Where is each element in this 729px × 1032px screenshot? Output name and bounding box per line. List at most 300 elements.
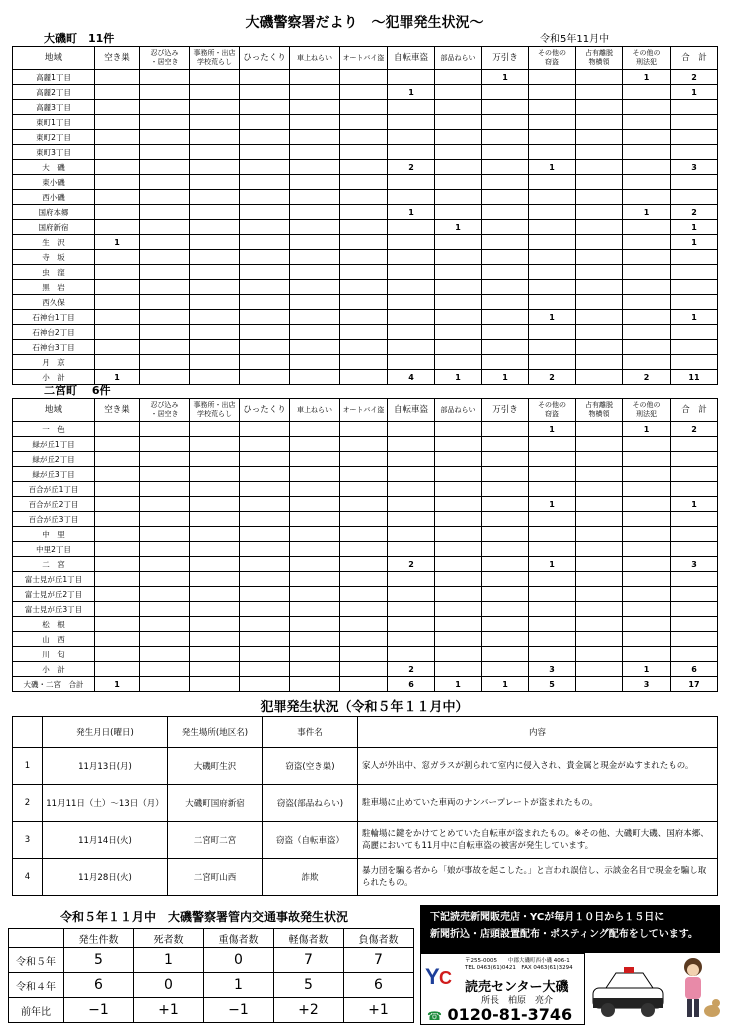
count-cell <box>95 175 140 190</box>
traffic-value: 6 <box>64 973 134 998</box>
count-cell <box>435 100 482 115</box>
count-cell <box>671 527 718 542</box>
row-label: 令和５年 <box>9 948 64 973</box>
table-row <box>13 437 718 452</box>
count-cell: 1 <box>435 677 482 692</box>
count-cell <box>576 145 623 160</box>
area-name: 国府本郷 <box>13 205 95 220</box>
count-cell <box>529 572 576 587</box>
count-cell <box>340 527 388 542</box>
count-cell <box>340 587 388 602</box>
table-row <box>13 235 718 250</box>
count-cell <box>671 295 718 310</box>
traffic-value: +2 <box>274 998 344 1023</box>
count-cell <box>576 557 623 572</box>
column-header: 負傷者数 <box>344 929 414 948</box>
count-cell <box>140 617 190 632</box>
count-cell <box>623 115 671 130</box>
count-cell <box>95 115 140 130</box>
count-cell <box>95 355 140 370</box>
area-name: 緑が丘3丁目 <box>13 467 95 482</box>
count-cell <box>576 310 623 325</box>
count-cell <box>576 617 623 632</box>
shop-address <box>465 958 573 972</box>
count-cell <box>290 340 340 355</box>
count-cell <box>482 437 529 452</box>
count-cell <box>140 295 190 310</box>
count-cell <box>671 632 718 647</box>
count-cell <box>190 437 240 452</box>
count-cell <box>529 250 576 265</box>
count-cell <box>140 325 190 340</box>
count-cell: 1 <box>671 310 718 325</box>
count-cell <box>576 437 623 452</box>
count-cell <box>388 527 435 542</box>
count-cell <box>576 265 623 280</box>
area-name: 東町1丁目 <box>13 115 95 130</box>
count-cell <box>623 100 671 115</box>
count-cell: 2 <box>529 370 576 385</box>
case-row <box>13 822 718 859</box>
count-cell <box>623 325 671 340</box>
count-cell <box>623 527 671 542</box>
count-cell <box>95 100 140 115</box>
count-cell <box>529 115 576 130</box>
count-cell <box>95 662 140 677</box>
count-cell <box>623 220 671 235</box>
area-name: 黒 岩 <box>13 280 95 295</box>
column-header: 万引き <box>482 399 529 422</box>
column-header: その他の 窃盗 <box>529 399 576 422</box>
count-cell <box>240 482 290 497</box>
count-cell <box>576 452 623 467</box>
area-name: 富士見が丘2丁目 <box>13 587 95 602</box>
traffic-value: 5 <box>64 948 134 973</box>
column-header: 事務所・出店 学校荒らし <box>190 399 240 422</box>
count-cell <box>140 115 190 130</box>
count-cell <box>576 587 623 602</box>
count-cell <box>340 250 388 265</box>
count-cell <box>388 572 435 587</box>
area-name: 百合が丘2丁目 <box>13 497 95 512</box>
count-cell <box>190 542 240 557</box>
count-cell <box>290 587 340 602</box>
count-cell: 6 <box>388 677 435 692</box>
count-cell <box>482 175 529 190</box>
cases-title: 犯罪発生状況（令和５年１１月中） <box>260 700 469 715</box>
area-name: 石神台1丁目 <box>13 310 95 325</box>
case-type: 窃盗（自転車盗） <box>263 822 358 859</box>
case-number: 4 <box>13 859 43 896</box>
traffic-value: 5 <box>274 973 344 998</box>
area-name: 高麗1丁目 <box>13 70 95 85</box>
count-cell <box>623 437 671 452</box>
count-cell <box>671 437 718 452</box>
case-date: 11月11日（土）～13日（月） <box>43 785 168 822</box>
count-cell <box>95 190 140 205</box>
traffic-value: 0 <box>204 948 274 973</box>
svg-text:Y: Y <box>425 964 440 989</box>
column-header: 事務所・出店 学校荒らし <box>190 47 240 70</box>
count-cell <box>240 100 290 115</box>
area-name: 松 根 <box>13 617 95 632</box>
count-cell: 6 <box>671 662 718 677</box>
count-cell <box>482 542 529 557</box>
count-cell <box>671 542 718 557</box>
count-cell: 1 <box>482 70 529 85</box>
count-cell <box>529 355 576 370</box>
count-cell <box>623 160 671 175</box>
table-row <box>13 265 718 280</box>
table-row <box>13 527 718 542</box>
count-cell <box>95 512 140 527</box>
area-name: 中 里 <box>13 527 95 542</box>
traffic-value: +1 <box>344 998 414 1023</box>
column-header: 空き巣 <box>95 399 140 422</box>
count-cell <box>623 280 671 295</box>
manager-name: 所長 柏原 亮介 <box>481 996 554 1006</box>
area-name: 一 色 <box>13 422 95 437</box>
count-cell <box>482 205 529 220</box>
count-cell <box>240 355 290 370</box>
table-row <box>13 557 718 572</box>
count-cell: 2 <box>388 160 435 175</box>
count-cell <box>435 250 482 265</box>
count-cell <box>240 220 290 235</box>
count-cell <box>140 497 190 512</box>
column-header: 軽傷者数 <box>274 929 344 948</box>
count-cell <box>388 587 435 602</box>
count-cell <box>240 250 290 265</box>
count-cell <box>482 160 529 175</box>
count-cell <box>388 130 435 145</box>
count-cell: 3 <box>623 677 671 692</box>
count-cell <box>576 542 623 557</box>
count-cell <box>529 632 576 647</box>
count-cell <box>435 437 482 452</box>
row-label: 前年比 <box>9 998 64 1023</box>
count-cell <box>576 100 623 115</box>
count-cell <box>140 280 190 295</box>
table-row <box>13 310 718 325</box>
count-cell <box>140 452 190 467</box>
count-cell <box>240 205 290 220</box>
count-cell <box>671 190 718 205</box>
count-cell <box>290 632 340 647</box>
count-cell <box>240 295 290 310</box>
oiso-section-label: 大磯町 11件 <box>44 32 115 45</box>
count-cell: 3 <box>671 160 718 175</box>
count-cell <box>95 85 140 100</box>
count-cell <box>529 190 576 205</box>
count-cell <box>623 482 671 497</box>
count-cell <box>388 145 435 160</box>
count-cell <box>290 115 340 130</box>
traffic-value: 7 <box>274 948 344 973</box>
count-cell <box>576 160 623 175</box>
count-cell <box>190 235 240 250</box>
count-cell <box>388 647 435 662</box>
phone-number: 0120-81-3746 <box>447 1005 573 1024</box>
area-name: 東町3丁目 <box>13 145 95 160</box>
count-cell <box>240 587 290 602</box>
count-cell <box>290 265 340 280</box>
count-cell <box>190 452 240 467</box>
count-cell <box>340 422 388 437</box>
count-cell <box>190 467 240 482</box>
column-header: 発生件数 <box>64 929 134 948</box>
case-number: 3 <box>13 822 43 859</box>
count-cell <box>240 70 290 85</box>
count-cell <box>190 115 240 130</box>
column-header: ひったくり <box>240 47 290 70</box>
area-name: 大 磯 <box>13 160 95 175</box>
count-cell: 5 <box>529 677 576 692</box>
count-cell: 1 <box>435 370 482 385</box>
count-cell <box>576 235 623 250</box>
count-cell <box>482 190 529 205</box>
count-cell <box>140 145 190 160</box>
count-cell <box>482 527 529 542</box>
count-cell <box>576 497 623 512</box>
count-cell <box>482 265 529 280</box>
traffic-row <box>9 998 414 1023</box>
table-row <box>13 370 718 385</box>
count-cell <box>482 355 529 370</box>
ninomiya-crime-table <box>12 398 718 692</box>
count-cell <box>529 482 576 497</box>
column-header: 重傷者数 <box>204 929 274 948</box>
count-cell <box>95 437 140 452</box>
count-cell <box>340 130 388 145</box>
count-cell <box>529 437 576 452</box>
count-cell <box>671 467 718 482</box>
count-cell <box>290 355 340 370</box>
count-cell <box>190 175 240 190</box>
case-location: 大磯町国府新宿 <box>168 785 263 822</box>
count-cell <box>340 370 388 385</box>
count-cell <box>388 100 435 115</box>
count-cell <box>623 617 671 632</box>
count-cell <box>435 355 482 370</box>
column-header: オートバイ盗 <box>340 399 388 422</box>
count-cell <box>435 497 482 512</box>
table-row <box>13 130 718 145</box>
count-cell <box>190 527 240 542</box>
count-cell <box>388 250 435 265</box>
count-cell <box>576 115 623 130</box>
count-cell <box>340 632 388 647</box>
count-cell: 1 <box>529 497 576 512</box>
column-header: 合 計 <box>671 47 718 70</box>
count-cell <box>529 512 576 527</box>
count-cell <box>435 115 482 130</box>
count-cell <box>671 340 718 355</box>
count-cell <box>340 100 388 115</box>
column-header: 地域 <box>13 399 95 422</box>
count-cell <box>95 310 140 325</box>
count-cell <box>140 310 190 325</box>
count-cell <box>576 340 623 355</box>
column-header: その他の 窃盗 <box>529 47 576 70</box>
case-description: 家人が外出中、窓ガラスが割られて室内に侵入され、貴金属と現金がぬすまれたもの。 <box>358 748 718 785</box>
count-cell <box>529 325 576 340</box>
count-cell <box>340 220 388 235</box>
traffic-value: 1 <box>204 973 274 998</box>
count-cell <box>190 295 240 310</box>
count-cell <box>140 647 190 662</box>
area-name: 緑が丘2丁目 <box>13 452 95 467</box>
count-cell <box>340 437 388 452</box>
column-header: 死者数 <box>134 929 204 948</box>
count-cell <box>240 602 290 617</box>
count-cell <box>290 280 340 295</box>
count-cell <box>290 310 340 325</box>
count-cell <box>529 100 576 115</box>
count-cell <box>190 482 240 497</box>
count-cell <box>290 190 340 205</box>
count-cell: 1 <box>623 662 671 677</box>
case-description: 暴力団を騙る者から「娘が事故を起こした。」と言われ誤信し、示談金名目で現金を騙し取られたもの。 <box>358 859 718 896</box>
count-cell <box>435 340 482 355</box>
area-name: 石神台3丁目 <box>13 340 95 355</box>
count-cell <box>140 572 190 587</box>
count-cell <box>95 572 140 587</box>
count-cell <box>240 647 290 662</box>
count-cell <box>140 250 190 265</box>
case-description: 駐輪場に鍵をかけてとめていた自転車が盗まれたもの。※その他、大磯町大磯、国府本郷、高麗においても11月中に自転車盗の被害が発生しています。 <box>358 822 718 859</box>
count-cell <box>240 370 290 385</box>
count-cell <box>340 85 388 100</box>
count-cell <box>623 632 671 647</box>
count-cell <box>623 85 671 100</box>
count-cell <box>140 632 190 647</box>
count-cell <box>240 437 290 452</box>
case-date: 11月13日(月) <box>43 748 168 785</box>
count-cell <box>435 280 482 295</box>
count-cell <box>290 602 340 617</box>
police-car-illustration <box>588 953 723 1025</box>
count-cell <box>190 100 240 115</box>
count-cell <box>435 175 482 190</box>
case-row <box>13 748 718 785</box>
count-cell <box>140 557 190 572</box>
count-cell <box>671 115 718 130</box>
count-cell <box>623 497 671 512</box>
count-cell: 1 <box>671 235 718 250</box>
count-cell <box>140 467 190 482</box>
count-cell <box>340 557 388 572</box>
count-cell <box>140 235 190 250</box>
count-cell <box>482 130 529 145</box>
count-cell <box>623 130 671 145</box>
column-header: 事件名 <box>263 717 358 748</box>
count-cell <box>529 145 576 160</box>
count-cell <box>435 70 482 85</box>
count-cell <box>95 325 140 340</box>
area-name: 富士見が丘1丁目 <box>13 572 95 587</box>
count-cell <box>190 265 240 280</box>
column-header: 発生場所(地区名) <box>168 717 263 748</box>
count-cell <box>529 280 576 295</box>
count-cell: 1 <box>623 422 671 437</box>
count-cell: 2 <box>623 370 671 385</box>
count-cell <box>623 557 671 572</box>
count-cell <box>388 310 435 325</box>
table-row <box>13 115 718 130</box>
count-cell <box>95 205 140 220</box>
table-row <box>13 220 718 235</box>
count-cell <box>482 647 529 662</box>
count-cell <box>388 482 435 497</box>
traffic-value: −1 <box>204 998 274 1023</box>
count-cell <box>95 280 140 295</box>
count-cell <box>482 250 529 265</box>
count-cell <box>576 220 623 235</box>
count-cell <box>482 512 529 527</box>
count-cell <box>290 295 340 310</box>
count-cell <box>529 647 576 662</box>
count-cell <box>140 220 190 235</box>
case-type: 窃盗(空き巣) <box>263 748 358 785</box>
column-header: ひったくり <box>240 399 290 422</box>
count-cell <box>671 482 718 497</box>
count-cell <box>140 512 190 527</box>
count-cell <box>190 602 240 617</box>
count-cell <box>95 295 140 310</box>
count-cell <box>340 467 388 482</box>
count-cell <box>240 190 290 205</box>
count-cell <box>190 632 240 647</box>
count-cell <box>240 617 290 632</box>
count-cell <box>482 467 529 482</box>
count-cell <box>388 467 435 482</box>
count-cell <box>623 310 671 325</box>
count-cell <box>388 617 435 632</box>
count-cell <box>95 527 140 542</box>
count-cell <box>529 70 576 85</box>
count-cell <box>95 632 140 647</box>
count-cell <box>140 340 190 355</box>
count-cell <box>388 542 435 557</box>
count-cell <box>190 280 240 295</box>
count-cell <box>388 115 435 130</box>
count-cell <box>576 467 623 482</box>
area-name: 百合が丘1丁目 <box>13 482 95 497</box>
traffic-value: 6 <box>344 973 414 998</box>
count-cell <box>140 130 190 145</box>
count-cell <box>290 677 340 692</box>
count-cell <box>340 325 388 340</box>
table-row <box>13 647 718 662</box>
count-cell <box>388 452 435 467</box>
count-cell <box>340 677 388 692</box>
count-cell <box>435 662 482 677</box>
count-cell: 4 <box>388 370 435 385</box>
count-cell: 1 <box>95 370 140 385</box>
traffic-table <box>8 928 414 1023</box>
area-name: 寺 坂 <box>13 250 95 265</box>
count-cell <box>482 220 529 235</box>
free-dial-icon: ☎ <box>427 1009 442 1023</box>
count-cell <box>623 175 671 190</box>
count-cell <box>388 220 435 235</box>
count-cell <box>290 542 340 557</box>
count-cell <box>290 145 340 160</box>
count-cell <box>623 512 671 527</box>
count-cell <box>529 265 576 280</box>
count-cell <box>190 617 240 632</box>
